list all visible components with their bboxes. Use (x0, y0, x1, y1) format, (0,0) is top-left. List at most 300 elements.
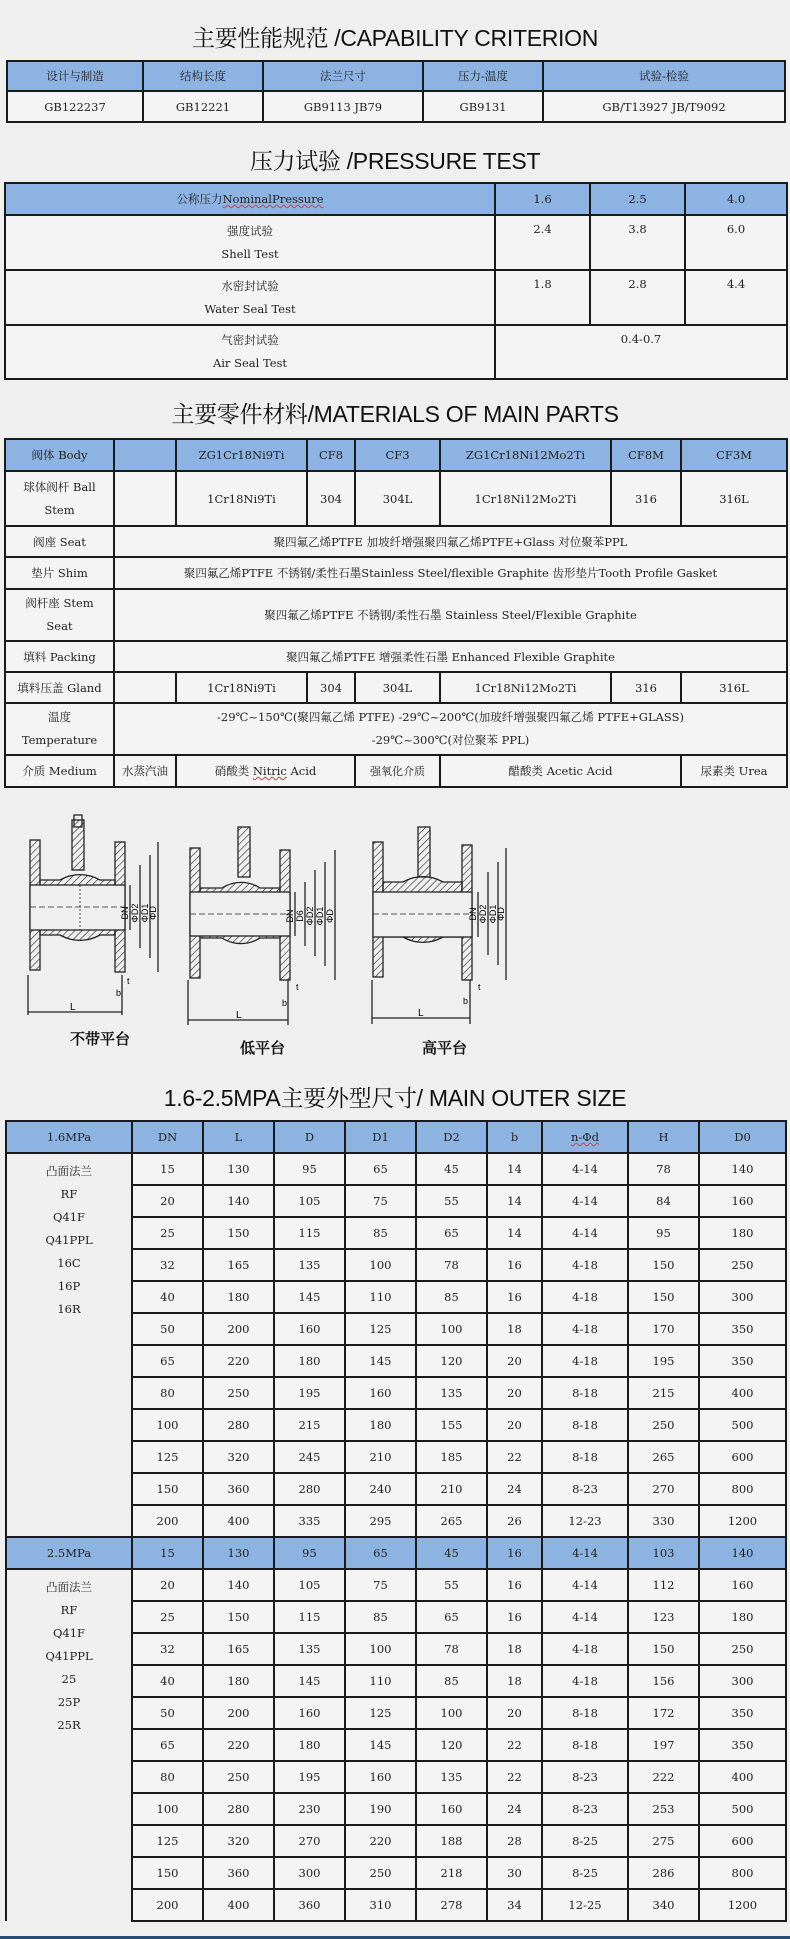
dim-cell: 12-25 (542, 1889, 628, 1921)
material-row-label: 介质 Medium (5, 755, 114, 787)
column-header: D2 (416, 1121, 487, 1153)
capability-header: 结构长度 (143, 61, 263, 91)
group-2-5mpa (6, 1569, 786, 1921)
material-value: 304L (355, 471, 440, 526)
material-value: 聚四氟乙烯PTFE 加坡纤增强聚四氟乙烯PTFE+Glass 对位聚苯PPL (114, 526, 787, 557)
dim-cell: 78 (628, 1153, 699, 1185)
dim-cell: 220 (203, 1729, 274, 1761)
dim-cell: 170 (628, 1313, 699, 1345)
table-row (6, 1153, 786, 1185)
dim-cell: 40 (132, 1665, 203, 1697)
column-header: D0 (699, 1121, 786, 1153)
dim-cell: 156 (628, 1665, 699, 1697)
dim-cell: 165 (203, 1249, 274, 1281)
model-label: RF (60, 1187, 78, 1201)
dim-cell: 160 (699, 1569, 786, 1601)
dim-cell: 150 (132, 1857, 203, 1889)
dim-cell: 18 (487, 1313, 542, 1345)
materials-title: 主要零件材料/MATERIALS OF MAIN PARTS (171, 401, 619, 427)
dim-cell: 16 (487, 1249, 542, 1281)
dim-cell: 22 (487, 1761, 542, 1793)
svg-text:DN: DN (285, 909, 295, 923)
temperature-line: -29℃~300℃(对位聚苯 PPL) (371, 733, 530, 747)
dim-cell: 20 (132, 1569, 203, 1601)
column-header: 1.6MPa (6, 1121, 132, 1153)
svg-text:ΦD1: ΦD1 (315, 906, 325, 926)
dim-cell: 16 (487, 1601, 542, 1633)
dim-cell: 172 (628, 1697, 699, 1729)
dim-cell: 500 (699, 1793, 786, 1825)
dim-cell: 120 (416, 1345, 487, 1377)
dim-cell: 180 (274, 1729, 345, 1761)
dim-cell: 105 (274, 1569, 345, 1601)
dim-cell: 45 (416, 1153, 487, 1185)
dim-cell: 350 (699, 1697, 786, 1729)
dim-cell: 18 (487, 1633, 542, 1665)
dim-cell: 8-18 (542, 1409, 628, 1441)
dim-cell: 100 (345, 1633, 416, 1665)
dim-cell: 197 (628, 1729, 699, 1761)
dim-cell: 265 (416, 1505, 487, 1537)
dim-cell: 110 (345, 1665, 416, 1697)
capability-value: GB9113 JB79 (263, 91, 423, 122)
group-2-5mpa-header-row (6, 1537, 786, 1569)
dim-cell: 75 (345, 1569, 416, 1601)
dim-cell: 85 (345, 1217, 416, 1249)
dim-cell: 145 (345, 1345, 416, 1377)
material-value (114, 439, 176, 471)
dim-cell: 24 (487, 1793, 542, 1825)
dim-cell: 65 (345, 1537, 416, 1569)
material-value (114, 672, 176, 703)
pressure-value: 4.0 (685, 183, 787, 215)
dim-cell: 150 (203, 1217, 274, 1249)
model-label: 凸面法兰 (46, 1580, 92, 1594)
dim-cell: 400 (203, 1889, 274, 1921)
dim-cell: 245 (274, 1441, 345, 1473)
dim-cell: 140 (203, 1569, 274, 1601)
pressure-value: 2.5 (590, 183, 685, 215)
dim-cell: 600 (699, 1825, 786, 1857)
dim-cell: 85 (416, 1281, 487, 1313)
dim-cell: 110 (345, 1281, 416, 1313)
dim-cell: 250 (345, 1857, 416, 1889)
svg-text:L: L (236, 1010, 242, 1021)
dim-cell: 180 (699, 1217, 786, 1249)
dim-cell: 20 (487, 1697, 542, 1729)
dim-cell: 400 (699, 1761, 786, 1793)
capability-header: 设计与制造 (7, 61, 143, 91)
dim-cell: 295 (345, 1505, 416, 1537)
capability-value: GB12221 (143, 91, 263, 122)
dim-cell: 200 (203, 1313, 274, 1345)
dim-cell: 350 (699, 1313, 786, 1345)
material-row-label (5, 589, 114, 641)
svg-text:ΦD1: ΦD1 (140, 903, 150, 923)
material-value: 1Cr18Ni12Mo2Ti (440, 471, 611, 526)
label-line: Seat (46, 619, 73, 633)
dim-cell: 160 (274, 1697, 345, 1729)
material-row-label (5, 703, 114, 755)
dim-cell: 155 (416, 1409, 487, 1441)
dim-cell: 4-18 (542, 1345, 628, 1377)
model-label: 16C (57, 1256, 81, 1270)
diagram-caption-low-platform: 低平台 (240, 1040, 286, 1057)
dim-cell: 180 (699, 1601, 786, 1633)
row-label-cn: 气密封试验 (221, 333, 279, 347)
dim-cell: 400 (203, 1505, 274, 1537)
label-line: 阀杆座 Stem (25, 596, 94, 610)
column-header: D (274, 1121, 345, 1153)
dim-cell: 80 (132, 1377, 203, 1409)
temperature-line: -29℃~150℃(聚四氟乙烯 PTFE) -29℃~200℃(加玻纤增强聚四氟乙烯 PTFE+GLASS) (217, 710, 684, 724)
capability-table (6, 60, 786, 123)
material-row-label: 垫片 Shim (5, 557, 114, 589)
dim-cell: 125 (345, 1313, 416, 1345)
dim-cell: 150 (132, 1473, 203, 1505)
dim-cell: 600 (699, 1441, 786, 1473)
material-value: 聚四氟乙烯PTFE 增强柔性石墨 Enhanced Flexible Graphite (114, 641, 787, 672)
dim-cell: 350 (699, 1729, 786, 1761)
label-line: Temperature (21, 733, 98, 747)
model-label: Q41F (52, 1210, 86, 1224)
material-value: 316 (611, 471, 681, 526)
dim-cell: 20 (487, 1345, 542, 1377)
dim-cell: 32 (132, 1249, 203, 1281)
dim-cell: 8-23 (542, 1793, 628, 1825)
dim-cell: 8-18 (542, 1697, 628, 1729)
svg-text:DN: DN (468, 907, 478, 921)
dim-cell: 150 (203, 1601, 274, 1633)
dim-cell: 115 (274, 1601, 345, 1633)
dim-cell: 135 (416, 1761, 487, 1793)
material-value (114, 471, 176, 526)
dim-cell: 4-14 (542, 1601, 628, 1633)
dim-cell: 22 (487, 1729, 542, 1761)
dim-cell: 24 (487, 1473, 542, 1505)
capability-value: GB122237 (7, 91, 143, 122)
svg-text:ΦD: ΦD (325, 909, 335, 923)
dim-cell: 4-18 (542, 1281, 628, 1313)
dim-cell: 140 (699, 1537, 786, 1569)
material-value: ZG1Cr18Ni12Mo2Ti (440, 439, 611, 471)
dim-cell: 18 (487, 1665, 542, 1697)
test-value: 4.4 (685, 270, 787, 325)
dim-cell: 270 (628, 1473, 699, 1505)
material-value: ZG1Cr18Ni9Ti (176, 439, 307, 471)
dim-cell: 135 (416, 1377, 487, 1409)
dim-cell: 4-14 (542, 1569, 628, 1601)
dim-cell: 100 (132, 1793, 203, 1825)
svg-text:t: t (478, 982, 481, 992)
medium-value: 水蒸汽油 (114, 755, 176, 787)
column-header: b (487, 1121, 542, 1153)
dim-cell: 85 (416, 1665, 487, 1697)
dim-cell: 65 (132, 1345, 203, 1377)
capability-value: GB9131 (423, 91, 543, 122)
dim-cell: 1200 (699, 1505, 786, 1537)
nominal-pressure-en: NominalPressure (222, 192, 324, 206)
dim-cell: 32 (132, 1633, 203, 1665)
dim-cell: 160 (416, 1793, 487, 1825)
dim-cell: 8-23 (542, 1761, 628, 1793)
dim-cell: 150 (628, 1633, 699, 1665)
material-value: 1Cr18Ni9Ti (176, 471, 307, 526)
dim-cell: 210 (416, 1473, 487, 1505)
dim-cell: 250 (699, 1249, 786, 1281)
material-value: CF3M (681, 439, 787, 471)
row-label-cn: 水密封试验 (221, 278, 279, 293)
temperature-value (114, 703, 787, 755)
label-line: 球体阀杆 Ball (23, 479, 96, 494)
dim-cell: 180 (203, 1281, 274, 1313)
dim-cell: 300 (699, 1281, 786, 1313)
dim-cell: 28 (487, 1825, 542, 1857)
capability-header: 试验-检验 (543, 61, 785, 91)
dim-cell: 195 (628, 1345, 699, 1377)
nominal-pressure-label (5, 183, 495, 215)
dim-cell: 8-23 (542, 1473, 628, 1505)
dim-cell: 120 (416, 1729, 487, 1761)
outer-size-table (5, 1120, 787, 1922)
dim-cell: 50 (132, 1697, 203, 1729)
dim-cell: 160 (345, 1761, 416, 1793)
material-value: 304 (307, 672, 355, 703)
dim-cell: 215 (628, 1377, 699, 1409)
dim-cell: 20 (132, 1185, 203, 1217)
material-value: 316 (611, 672, 681, 703)
capability-title: 主要性能规范 /CAPABILITY CRITERION (191, 25, 599, 51)
material-value: 316L (681, 471, 787, 526)
dim-cell: 65 (345, 1153, 416, 1185)
dim-cell: 253 (628, 1793, 699, 1825)
dim-cell: 20 (487, 1377, 542, 1409)
dim-cell: 4-18 (542, 1665, 628, 1697)
dim-cell: 16 (487, 1537, 542, 1569)
label-line: 温度 (48, 710, 71, 724)
dim-cell: 200 (203, 1697, 274, 1729)
model-label: 16R (57, 1302, 81, 1316)
dim-cell: 330 (628, 1505, 699, 1537)
svg-text:t: t (296, 982, 299, 992)
svg-text:D6: D6 (295, 910, 305, 922)
dim-cell: 280 (203, 1793, 274, 1825)
air-seal-value: 0.4-0.7 (495, 325, 787, 379)
dim-cell: 160 (274, 1313, 345, 1345)
row-label-en: Water Seal Test (204, 301, 296, 316)
dim-label: DN (120, 906, 130, 920)
dim-cell: 195 (274, 1377, 345, 1409)
dim-cell: 100 (345, 1249, 416, 1281)
material-value: 聚四氟乙烯PTFE 不锈钢/柔性石墨 Stainless Steel/Flexible Graphite (114, 589, 787, 641)
dim-cell: 14 (487, 1153, 542, 1185)
dim-cell: 65 (132, 1729, 203, 1761)
dim-cell: 320 (203, 1441, 274, 1473)
dim-cell: 280 (203, 1409, 274, 1441)
dim-cell: 50 (132, 1313, 203, 1345)
material-value: CF8M (611, 439, 681, 471)
dim-cell: 210 (345, 1441, 416, 1473)
dim-cell: 250 (203, 1377, 274, 1409)
nitric-word: Nitric (252, 764, 287, 778)
dim-cell: 125 (132, 1441, 203, 1473)
row-label-en: Air Seal Test (212, 356, 288, 370)
dim-cell: 1200 (699, 1889, 786, 1921)
table-row (6, 1569, 786, 1601)
medium-value: 尿素类 Urea (681, 755, 787, 787)
dim-cell: 65 (416, 1217, 487, 1249)
capability-header: 法兰尺寸 (263, 61, 423, 91)
dim-cell: 275 (628, 1825, 699, 1857)
dim-cell: 220 (345, 1825, 416, 1857)
dim-cell: 115 (274, 1217, 345, 1249)
dim-cell: 15 (132, 1153, 203, 1185)
dim-cell: 100 (132, 1409, 203, 1441)
dim-cell: 125 (345, 1697, 416, 1729)
svg-text:ΦD2: ΦD2 (305, 906, 315, 926)
capability-header: 压力-温度 (423, 61, 543, 91)
nitric-acid-text: 硝酸类 Nitric Acid (214, 764, 317, 778)
dim-cell: 130 (203, 1153, 274, 1185)
medium-value (176, 755, 355, 787)
dim-cell: 278 (416, 1889, 487, 1921)
label-line: Stem (44, 502, 75, 517)
dim-cell: 12-23 (542, 1505, 628, 1537)
dim-cell: 160 (345, 1377, 416, 1409)
dim-cell: 145 (274, 1281, 345, 1313)
svg-text:ΦD: ΦD (148, 906, 158, 920)
materials-table (4, 438, 788, 788)
dim-cell: 135 (274, 1249, 345, 1281)
svg-text:b: b (116, 988, 122, 998)
model-label: 25P (57, 1695, 81, 1709)
dim-cell: 160 (699, 1185, 786, 1217)
dim-cell: 78 (416, 1249, 487, 1281)
material-value: CF3 (355, 439, 440, 471)
dim-cell: 103 (628, 1537, 699, 1569)
test-value: 6.0 (685, 215, 787, 270)
dim-cell: 140 (699, 1153, 786, 1185)
dim-cell: 270 (274, 1825, 345, 1857)
material-value: 304 (307, 471, 355, 526)
dim-cell: 165 (203, 1633, 274, 1665)
dim-cell: 95 (274, 1153, 345, 1185)
dim-cell: 350 (699, 1345, 786, 1377)
dim-cell: 180 (345, 1409, 416, 1441)
pressure-value: 1.6 (495, 183, 590, 215)
dim-cell: 150 (628, 1281, 699, 1313)
dim-cell: 360 (274, 1889, 345, 1921)
dim-cell: 188 (416, 1825, 487, 1857)
material-value: 316L (681, 672, 787, 703)
svg-text:ΦD1: ΦD1 (488, 904, 498, 924)
dim-cell: 100 (416, 1697, 487, 1729)
dim-cell: 222 (628, 1761, 699, 1793)
dim-cell: 185 (416, 1441, 487, 1473)
n-phi-d-header: n-Φd (570, 1130, 600, 1144)
dim-cell: 55 (416, 1569, 487, 1601)
dim-cell: 4-18 (542, 1313, 628, 1345)
svg-text:b: b (282, 998, 288, 1008)
material-value: CF8 (307, 439, 355, 471)
row-label-en: Shell Test (221, 246, 279, 261)
dim-cell: 105 (274, 1185, 345, 1217)
svg-text:ΦD: ΦD (496, 907, 506, 921)
material-row-label (5, 471, 114, 526)
dim-cell: 8-18 (542, 1377, 628, 1409)
dim-cell: 4-14 (542, 1217, 628, 1249)
dim-cell: 250 (628, 1409, 699, 1441)
material-value: 1Cr18Ni9Ti (176, 672, 307, 703)
column-header: DN (132, 1121, 203, 1153)
test-value: 2.8 (590, 270, 685, 325)
dim-cell: 218 (416, 1857, 487, 1889)
dim-cell: 4-18 (542, 1249, 628, 1281)
test-value: 3.8 (590, 215, 685, 270)
shell-test-label (5, 215, 495, 270)
svg-text:b: b (463, 996, 469, 1006)
material-row-label: 填料压盖 Gland (5, 672, 114, 703)
dim-cell: 95 (274, 1537, 345, 1569)
dim-cell: 180 (274, 1345, 345, 1377)
dim-cell: 240 (345, 1473, 416, 1505)
dim-cell: 140 (203, 1185, 274, 1217)
dim-cell: 280 (274, 1473, 345, 1505)
model-label: 25 (61, 1672, 77, 1686)
capability-value: GB/T13927 JB/T9092 (543, 91, 785, 122)
pressure-test-table (4, 182, 788, 380)
dim-cell: 45 (416, 1537, 487, 1569)
diagram-caption-no-platform: 不带平台 (70, 1031, 131, 1048)
dim-cell: 20 (487, 1409, 542, 1441)
dim-cell: 286 (628, 1857, 699, 1889)
column-header: L (203, 1121, 274, 1153)
dim-cell: 65 (416, 1601, 487, 1633)
material-value: 聚四氟乙烯PTFE 不锈钢/柔性石墨Stainless Steel/flexible Graphite 齿形垫片Tooth Profile Gasket (114, 557, 787, 589)
dim-cell: 800 (699, 1473, 786, 1505)
dim-cell: 125 (132, 1825, 203, 1857)
dim-cell: 16 (487, 1281, 542, 1313)
dim-cell: 40 (132, 1281, 203, 1313)
material-value: 304L (355, 672, 440, 703)
dim-cell: 130 (203, 1537, 274, 1569)
svg-text:L: L (70, 1002, 76, 1013)
material-value: 1Cr18Ni12Mo2Ti (440, 672, 611, 703)
dim-cell: 14 (487, 1217, 542, 1249)
dim-cell: 4-14 (542, 1153, 628, 1185)
dim-cell: 335 (274, 1505, 345, 1537)
dim-cell: 100 (416, 1313, 487, 1345)
svg-text:ΦD2: ΦD2 (478, 904, 488, 924)
dim-cell: 123 (628, 1601, 699, 1633)
dim-cell: 22 (487, 1441, 542, 1473)
dim-cell: 150 (628, 1249, 699, 1281)
dim-cell: 8-18 (542, 1441, 628, 1473)
dim-cell: 145 (345, 1729, 416, 1761)
dim-cell: 135 (274, 1633, 345, 1665)
dim-cell: 500 (699, 1409, 786, 1441)
dim-cell: 8-18 (542, 1729, 628, 1761)
model-label: 凸面法兰 (46, 1164, 92, 1178)
dim-cell: 4-14 (542, 1537, 628, 1569)
dim-cell: 26 (487, 1505, 542, 1537)
group-label: 2.5MPa (6, 1537, 132, 1569)
outer-size-title: 1.6-2.5MPA主要外型尺寸/ MAIN OUTER SIZE (163, 1085, 627, 1111)
svg-text:L: L (418, 1008, 424, 1019)
dim-cell: 800 (699, 1857, 786, 1889)
dim-cell: 95 (628, 1217, 699, 1249)
dim-cell: 4-18 (542, 1633, 628, 1665)
